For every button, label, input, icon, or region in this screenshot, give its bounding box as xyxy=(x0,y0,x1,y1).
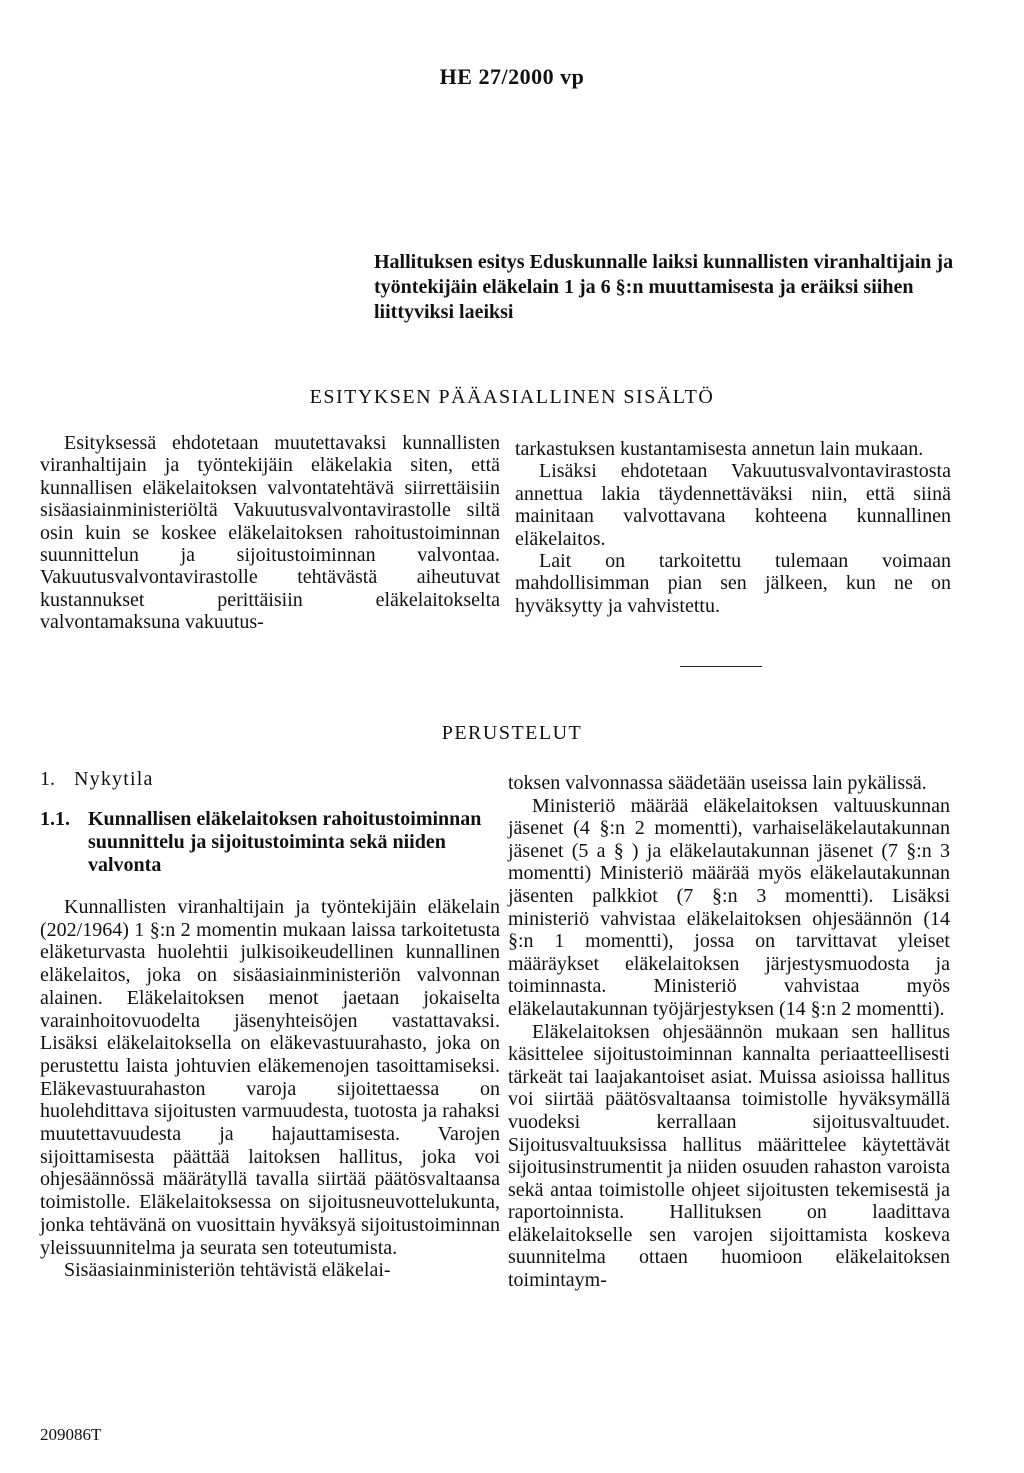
subsection-heading xyxy=(40,808,490,877)
summary-paragraph: Esityksessä ehdotetaan muutettavaksi kunnallisten viranhaltijain ja työntekijäin eläkelakia siten, että kunnallisen eläkelaitoksen valvontatehtävä siirrettäisiin sisäasiainministeriöltä Vakuutusvalvontavirastolle siltä osin kuin se koskee eläkelaitoksen rahoitustoiminnan suunnittelun ja sijoitustoiminnan valvontaa. Vakuutusvalvontavirastolle tehtävästä aiheutuvat kustannukset perittäisiin eläkelaitokselta valvontamaksuna vakuutus- xyxy=(40,432,500,634)
body-right-column xyxy=(508,772,950,1292)
body-paragraph: toksen valvonnassa säädetään useissa lain pykälissä. xyxy=(508,772,927,794)
body-paragraph: Sisäasiainministeriön tehtävistä eläkelai- xyxy=(64,1259,391,1282)
section-divider xyxy=(680,666,762,667)
footer-document-code: 209086T xyxy=(40,1425,102,1444)
summary-right-column xyxy=(515,438,951,617)
section-number: 1. xyxy=(40,768,55,790)
section-heading xyxy=(40,768,440,791)
body-paragraph: Ministeriö määrää eläkelaitoksen valtuuskunnan jäsenet (4 §:n 2 momentti), varhaiseläkelautakunnan jäsenet (5 a § ) ja eläkelautakunnan jäsenet (7 §:n 3 momentti) Ministeriö määrää myös eläkelautakunnan jäsenten palkkiot (7 §:n 3 momentti). Lisäksi ministeriö vahvistaa eläkelaitoksen ohjesäännön (14 §:n 1 momentti), jossa on tarvittavat yleiset määräykset eläkelaitoksen järjestysmuodosta ja toiminnasta. Ministeriö vahvistaa myös eläkelautakunnan työjärjestyksen (14 §:n 2 momentti). xyxy=(508,794,950,1020)
body-left-column xyxy=(40,896,500,1282)
subsection-number: 1.1. xyxy=(40,808,70,830)
body-paragraph: Kunnallisten viranhaltijain ja työntekijäin eläkelain (202/1964) 1 §:n 2 momentin mukaan laissa tarkoitetusta eläketurvasta huolehtii julkisoikeudellinen kunnallinen eläkelaitos, joka on sisäasiainministeriön valvonnan alainen. Eläkelaitoksen menot jaetaan jokaiselta varainhoitovuodelta jäsenyhteisöjen vastattavaksi. Lisäksi eläkelaitoksella on eläkevastuurahasto, joka on perustettu laista johtuvien eläkemenojen tasoittamiseksi. Eläkevastuurahaston varoja sijoitettaessa on huolehdittava sijoitusten varmuudesta, tuotosta ja rahaksi muutettavuudesta ja hajauttamisesta. Varojen sijoittamisesta päättää laitoksen hallitus, joka voi ohjesäännössä määrätyllä tavalla siirtää päätösvaltaansa toimistolle. Eläkelaitoksessa on sijoitusneuvottelukunta, jonka tehtävänä on vuosittain hyväksyä sijoitustoiminnan yleissuunnitelma ja seurata sen toteutumista. xyxy=(40,896,500,1259)
perustelut-heading: PERUSTELUT xyxy=(441,722,583,744)
section-title: Nykytila xyxy=(74,768,154,790)
subsection-title: Kunnallisen eläkelaitoksen rahoitustoiminnan suunnittelu ja sijoitustoiminta sekä niiden valvonta xyxy=(88,808,482,876)
summary-heading: ESITYKSEN PÄÄASIALLINEN SISÄLTÖ xyxy=(309,386,715,408)
body-paragraph: Eläkelaitoksen ohjesäännön mukaan sen hallitus käsittelee sijoitustoiminnan kannalta periaatteellisesti tärkeät tai laajakantoiset asiat. Muissa asioissa hallitus voi siirtää päätösvaltaansa toimistolle hyväksymällä vuodeksi kerrallaan sijoitusvaltuudet. Sijoitusvaltuuksissa hallitus määrittelee käytettävät sijoitusinstrumentit ja niiden osuuden rahaston varoista sekä antaa toimistolle ohjeet sijoitusten tekemisestä ja raportoinnista. Hallituksen on laadittava eläkelaitokselle sen varojen sijoittamista koskeva suunnitelma ottaen huomioon eläkelaitoksen toimintaym- xyxy=(508,1020,950,1292)
summary-left-column xyxy=(40,432,500,634)
summary-paragraph: Lisäksi ehdotetaan Vakuutusvalvontavirastosta annettua lakia täydennettäväksi niin, että siinä mainitaan valvottavana kohteena kunnallinen eläkelaitos. xyxy=(515,460,951,550)
proposal-title: Hallituksen esitys Eduskunnalle laiksi kunnallisten viranhaltijain ja työntekijäin eläkelain 1 ja 6 §:n muuttamisesta ja eräiksi siihen liittyviksi laeiksi xyxy=(374,251,954,323)
document-header-title: HE 27/2000 vp xyxy=(439,64,585,89)
summary-paragraph: tarkastuksen kustantamisesta annetun lain mukaan. xyxy=(515,438,924,460)
summary-paragraph: Lait on tarkoitettu tulemaan voimaan mahdollisimman pian sen jälkeen, kun ne on hyväksytty ja vahvistettu. xyxy=(515,550,951,617)
